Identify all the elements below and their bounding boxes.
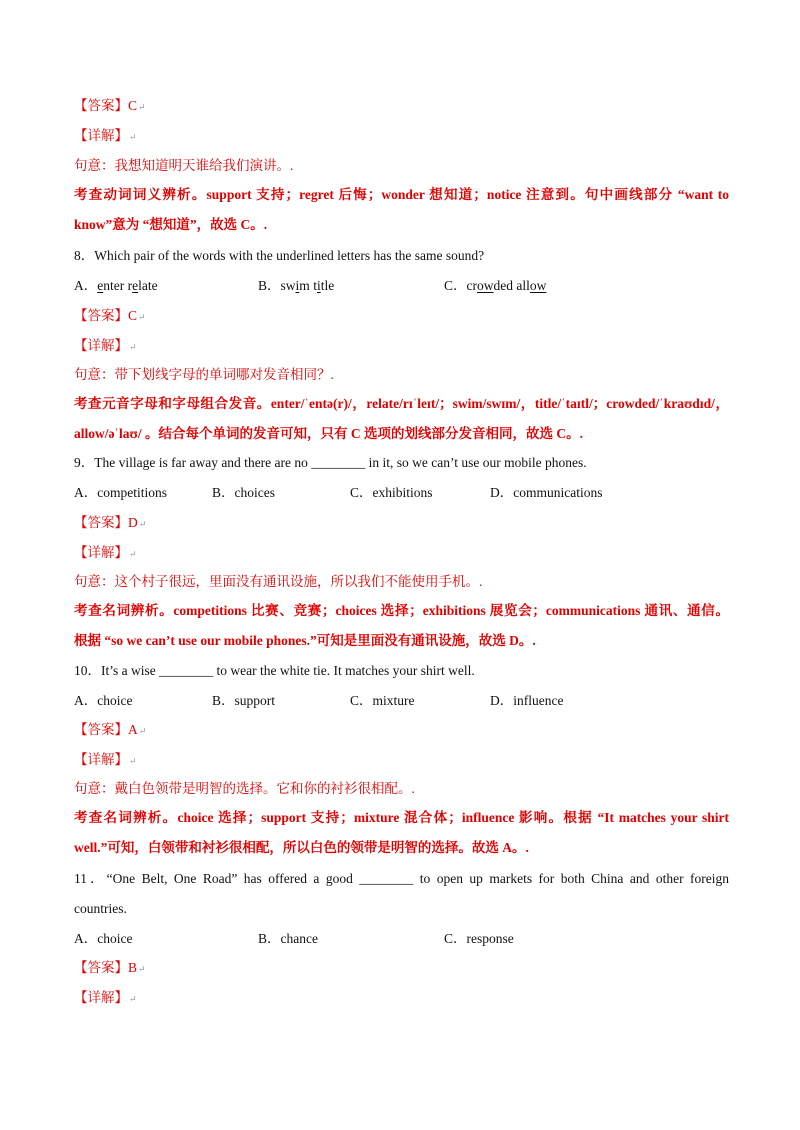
q8-answer: 【答案】C↵ <box>74 308 146 323</box>
q10-answer: 【答案】A↵ <box>74 722 147 737</box>
q8-detail-label: 【详解】↵ <box>74 338 137 353</box>
q11-stem-line-2: countries. <box>74 901 127 916</box>
q8-analysis-line-2: allow/əˈlaʊ/ 。结合每个单词的发音可知，只有 C 选项的划线部分发音相同，故选 C。. <box>74 426 583 441</box>
q10-option-a: A．choice <box>74 693 133 708</box>
q9-detail-label: 【详解】↵ <box>74 545 137 560</box>
q10-meaning: 句意：戴白色领带是明智的选择。它和你的衬衫很相配。. <box>74 781 415 796</box>
q11-option-b: B．chance <box>258 931 318 946</box>
q10-analysis-line-2: well.”可知，白领带和衬衫很相配，所以白色的领带是明智的选择。故选 A。. <box>74 840 529 855</box>
q10-option-d: D．influence <box>490 693 564 708</box>
q10-option-b: B．support <box>212 693 276 708</box>
q8-option-a: A．enter relate <box>74 278 158 293</box>
q11-option-a: A．choice <box>74 931 133 946</box>
q7-detail-label: 【详解】↵ <box>74 128 137 143</box>
q11-detail-label: 【详解】↵ <box>74 990 137 1005</box>
q10-detail-label: 【详解】↵ <box>74 752 137 767</box>
q9-stem: 9．The village is far away and there are no ________ in it, so we can’t use our mobile phones. <box>74 455 587 470</box>
q7-analysis-line-1: 考查动词词义辨析。support 支持；regret 后悔；wonder 想知道；notice 注意到。句中画线部分 “want to <box>74 187 729 202</box>
q11-answer: 【答案】B↵ <box>74 960 146 975</box>
q9-option-d: D．communications <box>490 485 603 500</box>
q7-analysis-line-2: know”意为 “想知道”，故选 C。. <box>74 217 268 232</box>
q8-option-c: C．crowded allow <box>444 278 547 293</box>
q7-answer: 【答案】C↵ <box>74 98 146 113</box>
q9-analysis-line-2: 根据 “so we can’t use our mobile phones.”可知是里面没有通讯设施，故选 D。. <box>74 633 536 648</box>
q7-meaning: 句意：我想知道明天谁给我们演讲。. <box>74 158 294 173</box>
q9-meaning: 句意：这个村子很远，里面没有通讯设施，所以我们不能使用手机。. <box>74 574 483 589</box>
q11-stem-line-1: 11．“One Belt, One Road” has offered a good ________ to open up markets for both China and other foreign <box>74 871 729 886</box>
q10-analysis-line-1: 考查名词辨析。choice 选择；support 支持；mixture 混合体；influence 影响。根据 “It matches your shirt <box>74 810 729 825</box>
q8-meaning: 句意：带下划线字母的单词哪对发音相同？. <box>74 367 334 382</box>
q9-analysis-line-1: 考查名词辨析。competitions 比赛、竞赛；choices 选择；exhibitions 展览会；communications 通讯、通信。 <box>74 603 729 618</box>
q11-option-c: C．response <box>444 931 514 946</box>
q9-answer: 【答案】D↵ <box>74 515 147 530</box>
q10-stem: 10．It’s a wise ________ to wear the white tie. It matches your shirt well. <box>74 663 475 678</box>
q9-option-a: A．competitions <box>74 485 167 500</box>
q9-option-c: C．exhibitions <box>350 485 433 500</box>
q8-analysis-line-1: 考查元音字母和字母组合发音。enter/ˈentə(r)/，relate/rɪˈleɪt/；swim/swɪm/，title/ˈtaɪtl/；crowded/ˈkraʊdɪd/， <box>74 396 729 411</box>
q8-stem: 8．Which pair of the words with the underlined letters has the same sound? <box>74 248 485 263</box>
q9-option-b: B．choices <box>212 485 275 500</box>
q8-option-b: B．swim title <box>258 278 335 293</box>
q10-option-c: C．mixture <box>350 693 415 708</box>
